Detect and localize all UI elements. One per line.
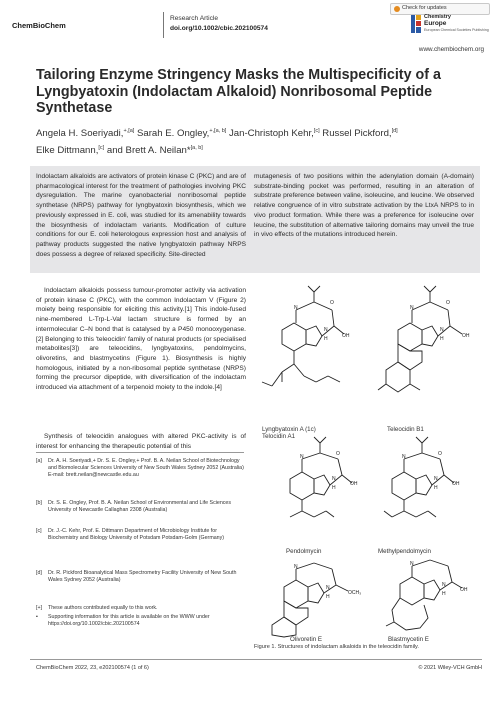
svg-text:N: N [410, 305, 414, 311]
abstract-left: Indolactam alkaloids are activators of protein kinase C (PKC) and are of pharmacological interest for the treatment of pathologies involving PKC dysregulation. The marine cyanobacterial nonribosomal peptide synthetase (NRPS) pathway for lyngbyatoxin biosynthesis, which we previously expressed in E. coli, was studied for its amenability towards the biosynthesis of indolactam variants. Modification of culture conditions for our E. coli heterologous expression host and analysis of pathway products suggested the native lyngbyatoxin pathway NRPS does possess a degree of relaxed specificity. Site-directed [36, 173, 246, 258]
svg-text:H: H [440, 336, 444, 342]
svg-text:H: H [434, 485, 438, 491]
chemistry-europe-icon [410, 14, 422, 34]
svg-text:N: N [300, 454, 304, 460]
doi-link[interactable]: doi.org/10.1002/cbic.202100574 [170, 25, 268, 32]
svg-text:N: N [332, 476, 336, 482]
footer-divider [30, 659, 482, 660]
svg-text:OH: OH [350, 481, 358, 487]
affiliation-divider [36, 452, 244, 453]
svg-text:N: N [324, 327, 328, 333]
publisher-line3: European Chemical Societies Publishing [424, 28, 489, 32]
svg-text:H: H [332, 485, 336, 491]
check-updates-button[interactable]: Check for updates [390, 3, 490, 15]
journal-name: ChemBioChem [12, 21, 66, 30]
svg-text:N: N [294, 305, 298, 311]
publisher-line1: Chemistry [424, 14, 451, 20]
svg-text:H: H [324, 336, 328, 342]
footer-citation: ChemBioChem 2022, 23, e202100574 (1 of 6) [36, 665, 149, 671]
svg-text:N: N [326, 585, 330, 591]
olivoretin-e-structure [264, 563, 364, 638]
abstract-right: mutagenesis of two positions within the adenylation domain (A-domain) substrate-binding pocket was performed, resulting in an alteration of substrate preference between valine, isoleucine, and leucine. We observed relative congruence of in vitro substrate activation by the LtxA NRPS to in vivo product formation. While there was a preference for isoleucine over leucine, the substitution of alternative tailoring domains may unveil the true in vivo effects of the mutations introduced herein. [254, 173, 474, 239]
article-type: Research Article [170, 15, 219, 22]
affiliation-a: [a] Dr. A. H. Soeriyadi,+ Dr. S. E. Ongley,+ Prof. B. A. Neilan School of Biotechnology and Biomolecular Sciences University of New South Wales Sydney 2052 (Australia) E-mail: brett.neilan@newcastle.edu.au [36, 458, 244, 479]
pendolmycin-structure [272, 445, 362, 530]
check-updates-icon [394, 6, 400, 12]
publisher-logo [410, 14, 490, 42]
header-divider [163, 12, 164, 38]
svg-text:N: N [442, 582, 446, 588]
methylpendolmycin-structure [374, 445, 464, 530]
svg-text:N: N [410, 561, 414, 567]
svg-text:O: O [330, 300, 334, 306]
molecule-label-teleocidin-b1: Teleocidin B1 [387, 426, 424, 433]
teleocidin-b1-structure [378, 290, 473, 410]
svg-text:OH: OH [342, 333, 350, 339]
svg-text:OH: OH [452, 481, 460, 487]
supporting-info-note: ▪ Supporting information for this article is available on the WWW under https://doi.org/10.1002/cbic.202100574 [36, 614, 210, 628]
supporting-info-icon: ▪ [36, 614, 38, 620]
affiliation-b: [b] Dr. S. E. Ongley, Prof. B. A. Neilan School of Environmental and Life Sciences University of Newcastle Callaghan 2308 (Australia) [36, 500, 232, 514]
molecule-label-telocidin-a1: Telocidin A1 [262, 433, 296, 440]
blastmycetin-e-structure [382, 560, 472, 635]
figure-caption: Figure 1. Structures of indolactam alkaloids in the teleocidin family. [254, 644, 419, 650]
molecule-label-pendolmycin: Pendolmycin [286, 548, 322, 555]
svg-text:OH: OH [462, 333, 470, 339]
author-list: Angela H. Soeriyadi,$^{+,[a]}$ Sarah E. Ongley,$^{+,[a, b]}$ Jan-Christoph Kehr,[c] Russel Pickford,[d] Elke Dittmann,[c] and Brett A. Neilan*[a, b] [36, 128, 398, 157]
svg-text:O: O [336, 451, 340, 457]
svg-text:O: O [438, 451, 442, 457]
lyngbyatoxin-structure [262, 290, 352, 410]
article-title: Tailoring Enzyme Stringency Masks the Multispecificity of a Lyngbyatoxin (Indolactam Alkaloid) Nonribosomal Peptide Synthetase [36, 67, 441, 116]
svg-text:N: N [402, 454, 406, 460]
svg-text:H: H [442, 591, 446, 597]
molecule-label-methylpendolmycin: Methylpendolmycin [378, 548, 431, 555]
affiliation-d: [d] Dr. R. Pickford Bioanalytical Mass Spectrometry Facility University of New South Wales Sydney 2052 (Australia) [36, 570, 237, 584]
svg-text:H: H [326, 594, 330, 600]
body-paragraph-2: Synthesis of teleocidin analogues with altered PKC-activity is of interest for enhancing the therapeutic potential of this [36, 433, 246, 450]
body-paragraph-1: Indolactam alkaloids possess tumour-promoter activity via activation of protein kinase C (PKC), with the common Indolactam V (Figure 2) moiety being responsible for eliciting this activity.[1] This indole-fused nine-membered L-Trp-L-Val lactam structure is formed by an intermolecular C–N bond that is catalysed by a P450 monooxygenase.[2] Belonging to this 'teleocidin' family of natural products (or specialised metabolites[3]) are teleocidins, lyngbyatoxins, pendolmycins, olivoretins, and blastmycetins (Figure 1). Biosynthesis is highly homologous, initiated by a non-ribosomal peptide synthetase (NRPS) forming the precursor dipeptide, with diversification of the indolactam introduced via attachment of a terpenoid moiety to the indole.[4] [36, 287, 246, 392]
svg-text:N: N [294, 564, 298, 570]
equal-contribution-note: [+] These authors contributed equally to this work. [36, 605, 158, 611]
publisher-line2: Europe [424, 20, 447, 27]
molecule-label-blastmycetin-e: Blastmycetin E [388, 636, 429, 643]
svg-text:O: O [446, 300, 450, 306]
footer-copyright: © 2021 Wiley-VCH GmbH [418, 665, 482, 671]
svg-text:N: N [440, 327, 444, 333]
molecule-label-lyngbyatoxin: Lyngbyatoxin A (1c) [262, 426, 316, 433]
svg-text:OCH₃: OCH₃ [348, 590, 362, 596]
journal-website[interactable]: www.chembiochem.org [418, 46, 484, 53]
molecule-label-olivoretin-e: Olivoretin E [290, 636, 322, 643]
svg-text:N: N [434, 476, 438, 482]
affiliation-c: [c] Dr. J.-C. Kehr, Prof. E. Dittmann Department of Microbiology Institute for Biochemistry and Biology University of Potsdam Potsdam-Golm (Germany) [36, 528, 225, 542]
svg-text:OH: OH [460, 587, 468, 593]
